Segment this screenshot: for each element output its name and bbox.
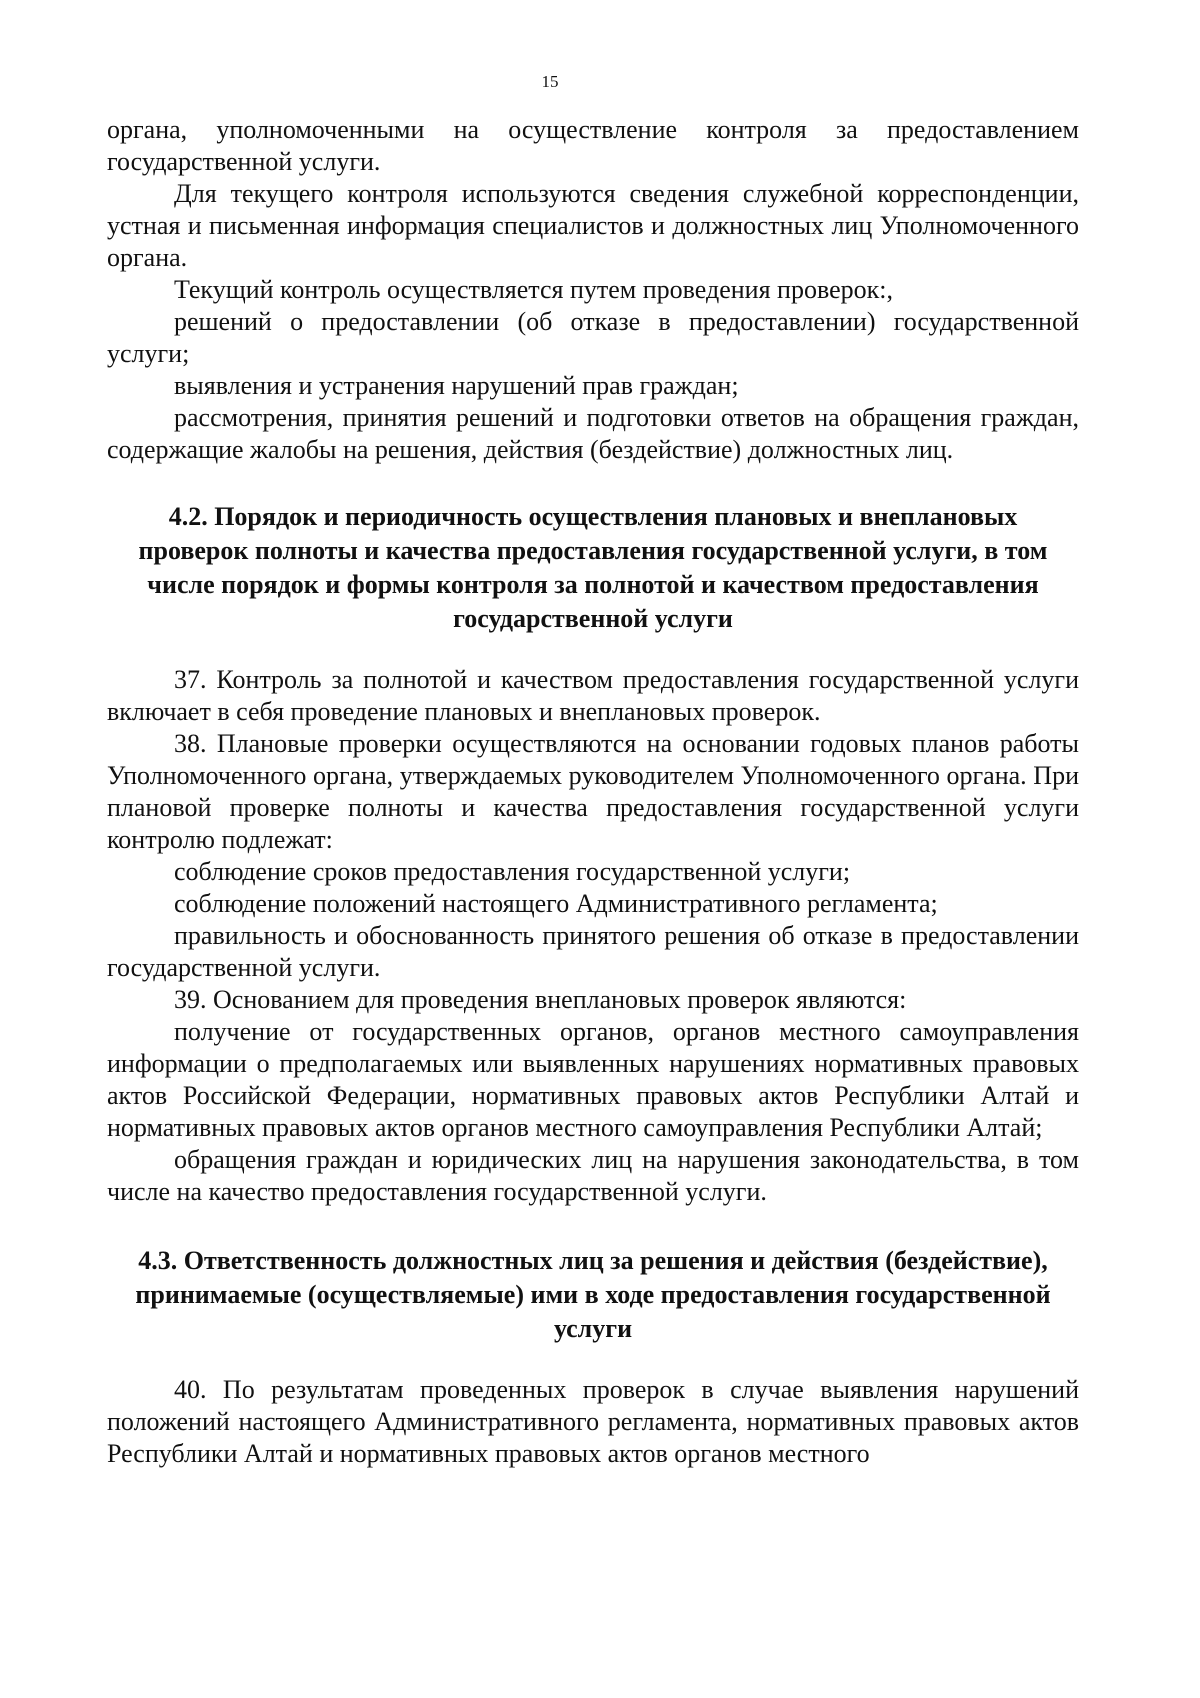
list-item: получение от государственных органов, органов местного самоуправления информации о предполагаемых или выявленных нарушениях нормативных правовых актов Российской Федерации, нормативных правовых актов Республики Алтай и нормативных правовых актов органов местного самоуправления Республики Алтай; (107, 1017, 1079, 1142)
paragraph-39: 39. Основанием для проведения внеплановых проверок являются: (174, 985, 907, 1014)
paragraph: Для текущего контроля используются сведения служебной корреспонденции, устная и письменная информация специалистов и должностных лиц Уполномоченного органа. (107, 179, 1079, 272)
list-item: решений о предоставлении (об отказе в предоставлении) государственной услуги; (107, 307, 1079, 368)
list-item: правильность и обоснованность принятого решения об отказе в предоставлении государственной услуги. (107, 921, 1079, 982)
list-item: рассмотрения, принятия решений и подготовки ответов на обращения граждан, содержащие жалобы на решения, действия (бездействие) должностных лиц. (107, 403, 1079, 464)
list-item: соблюдение положений настоящего Административного регламента; (174, 889, 938, 918)
paragraph-38: 38. Плановые проверки осуществляются на основании годовых планов работы Уполномоченного органа, утверждаемых руководителем Уполномоченного органа. При плановой проверке полноты и качества предоставления государственной услуги контролю подлежат: (107, 729, 1079, 854)
paragraph-37: 37. Контроль за полнотой и качеством предоставления государственной услуги включает в себя проведение плановых и внеплановых проверок. (107, 665, 1079, 726)
document-body (107, 114, 1079, 1470)
section-heading-4-2: 4.2. Порядок и периодичность осуществления плановых и внеплановых проверок полноты и качества предоставления государственной услуги, в том числе порядок и формы контроля за полнотой и качеством предоставления государственной услуги (138, 502, 1048, 633)
section-heading-4-3: 4.3. Ответственность должностных лиц за решения и действия (бездействие), принимаемые (осуществляемые) ими в ходе предоставления государственной услуги (135, 1246, 1051, 1343)
page-number: 15 (541, 72, 559, 91)
list-item: выявления и устранения нарушений прав граждан; (174, 371, 739, 400)
paragraph: Текущий контроль осуществляется путем проведения проверок:, (174, 275, 893, 304)
paragraph-40: 40. По результатам проведенных проверок в случае выявления нарушений положений настоящего Административного регламента, нормативных правовых актов Республики Алтай и нормативных правовых актов органов местного (107, 1375, 1079, 1468)
list-item: обращения граждан и юридических лиц на нарушения законодательства, в том числе на качество предоставления государственной услуги. (107, 1145, 1079, 1206)
list-item: соблюдение сроков предоставления государственной услуги; (174, 857, 851, 886)
paragraph: органа, уполномоченными на осуществление контроля за предоставлением государственной услуги. (107, 115, 1079, 176)
